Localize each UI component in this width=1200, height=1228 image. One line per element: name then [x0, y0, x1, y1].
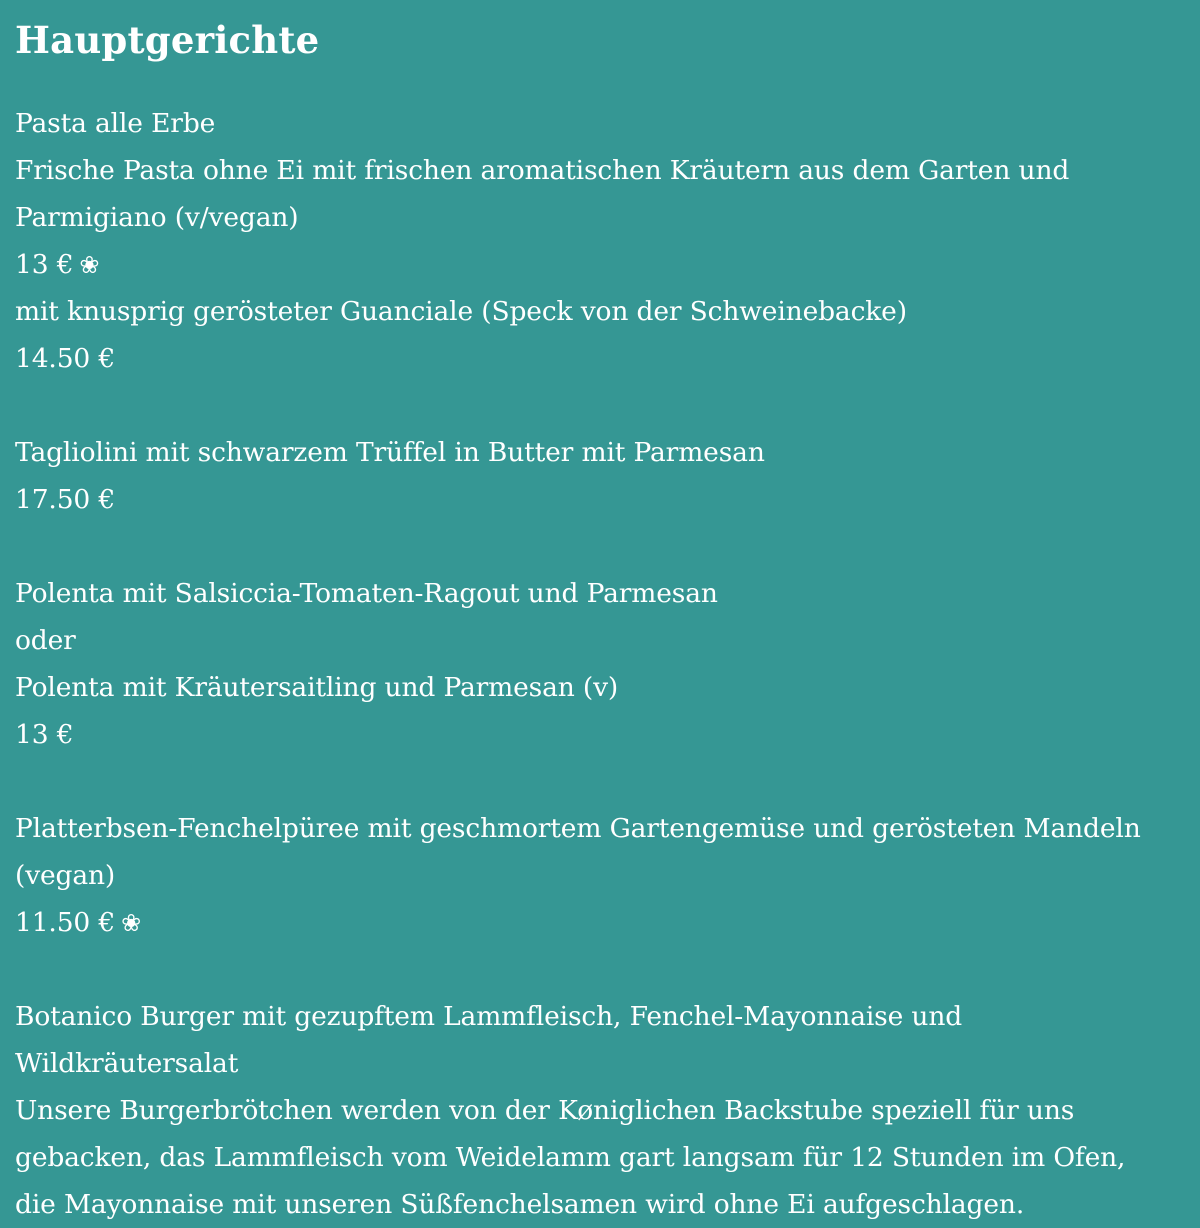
- spacer: [15, 382, 1185, 429]
- spacer: [15, 758, 1185, 805]
- dish-alternative: Polenta mit Kräutersaitling und Parmesan (v): [15, 672, 619, 703]
- dish-botanico-burger: [15, 993, 1185, 1228]
- dish-name: Tagliolini mit schwarzem Trüffel in Butter mit Parmesan: [15, 437, 765, 468]
- flower-icon: ❀: [79, 251, 100, 279]
- menu-list: [15, 100, 1185, 1228]
- dish-name: (vegan): [15, 860, 116, 891]
- dish-price: 17.50 €: [15, 484, 116, 515]
- spacer: [15, 523, 1185, 570]
- dish-variant: mit knusprig gerösteter Guanciale (Speck von der Schweinebacke): [15, 296, 907, 327]
- dish-price: 13 €: [15, 719, 74, 750]
- dish-description: Frische Pasta ohne Ei mit frischen aromatischen Kräutern aus dem Garten und: [15, 155, 1070, 186]
- flower-icon: ❀: [121, 909, 142, 937]
- dish-description: Parmigiano (v/vegan): [15, 202, 299, 233]
- dish-platterbsen: [15, 805, 1185, 946]
- dish-description: Unsere Burgerbrötchen werden von der Køniglichen Backstube speziell für uns: [15, 1095, 1075, 1126]
- dish-connector: oder: [15, 625, 76, 656]
- dish-price-line: [15, 899, 1185, 946]
- spacer: [15, 946, 1185, 993]
- dish-name: Pasta alle Erbe: [15, 108, 216, 139]
- dish-description: gebacken, das Lammfleisch vom Weidelamm gart langsam für 12 Stunden im Ofen,: [15, 1142, 1126, 1173]
- dish-polenta: [15, 570, 1185, 758]
- page-title: Hauptgerichte: [15, 18, 320, 62]
- dish-price-line: [15, 241, 1185, 288]
- dish-pasta-alle-erbe: [15, 100, 1185, 382]
- dish-name: Wildkräutersalat: [15, 1048, 239, 1079]
- dish-price: 13 €: [15, 249, 74, 280]
- dish-name: Botanico Burger mit gezupftem Lammfleisch, Fenchel-Mayonnaise und: [15, 1001, 963, 1032]
- dish-description: die Mayonnaise mit unseren Süßfenchelsamen wird ohne Ei aufgeschlagen.: [15, 1189, 1025, 1220]
- dish-tagliolini: [15, 429, 1185, 523]
- dish-name: Platterbsen-Fenchelpüree mit geschmortem Gartengemüse und gerösteten Mandeln: [15, 813, 1141, 844]
- dish-price: 11.50 €: [15, 907, 116, 938]
- dish-name: Polenta mit Salsiccia-Tomaten-Ragout und Parmesan: [15, 578, 718, 609]
- dish-variant-price: 14.50 €: [15, 343, 116, 374]
